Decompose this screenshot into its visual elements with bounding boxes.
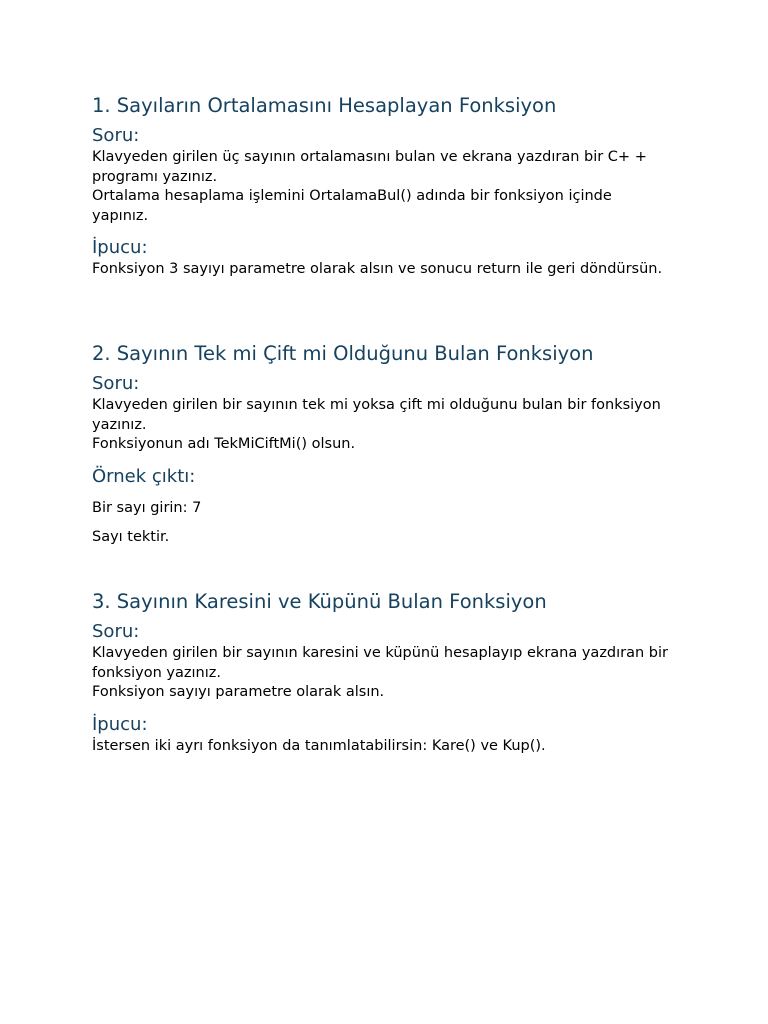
section-1-ipucu-label: İpucu: <box>92 237 148 258</box>
section-2-soru-text-1: Klavyeden girilen bir sayının tek mi yoksa çift mi olduğunu bulan bir fonksiyon yazınız. <box>92 397 661 433</box>
section-2-ornek-line-1: Bir sayı girin: 7 <box>92 499 202 516</box>
section-2-soru-text-2: Fonksiyonun adı TekMiCiftMi() olsun. <box>92 436 356 452</box>
section-2-soru-text <box>92 396 672 455</box>
section-3-soru-text-1: Klavyeden girilen bir sayının karesini ve küpünü hesaplayıp ekrana yazdıran bir fonksiyon yazınız. <box>92 645 668 681</box>
section-1-soru-text-1: Klavyeden girilen üç sayının ortalamasını bulan ve ekrana yazdıran bir C+ + programı yazınız. <box>92 149 647 185</box>
section-2-soru-label: Soru: <box>92 373 140 394</box>
section-3-ipucu-label: İpucu: <box>92 713 148 735</box>
section-1-title: 1. Sayıların Ortalamasını Hesaplayan Fonksiyon <box>92 94 557 117</box>
section-3-soru-text <box>92 644 672 703</box>
section-1-ipucu-text: Fonksiyon 3 sayıyı parametre olarak alsın ve sonucu return ile geri döndürsün. <box>92 261 663 277</box>
section-3 <box>92 589 672 756</box>
section-1-soru-label: Soru: <box>92 125 140 146</box>
section-1-soru-text-2: Ortalama hesaplama işlemini OrtalamaBul() adında bir fonksiyon içinde yapınız. <box>92 188 612 224</box>
section-1-soru-text <box>92 148 672 226</box>
section-3-title: 3. Sayının Karesini ve Küpünü Bulan Fonksiyon <box>92 590 547 613</box>
section-2 <box>92 341 672 548</box>
section-3-ipucu-text: İstersen iki ayrı fonksiyon da tanımlatabilirsin: Kare() ve Kup(). <box>92 737 546 754</box>
section-3-soru-text-2: Fonksiyon sayıyı parametre olarak alsın. <box>92 684 385 700</box>
section-3-soru-label: Soru: <box>92 621 140 642</box>
section-1 <box>92 93 672 280</box>
section-2-ornek-label: Örnek çıktı: <box>92 465 196 487</box>
section-2-ornek-line-2: Sayı tektir. <box>92 529 170 545</box>
section-2-title: 2. Sayının Tek mi Çift mi Olduğunu Bulan Fonksiyon <box>92 342 594 365</box>
